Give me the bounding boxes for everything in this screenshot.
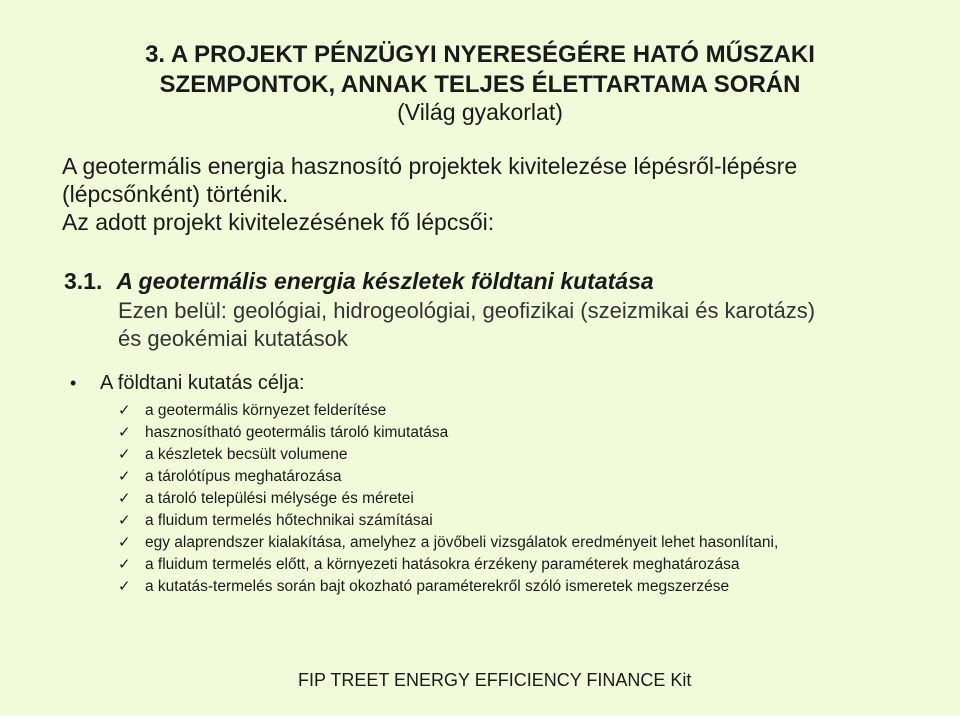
checkmark-icon: ✓ bbox=[118, 446, 131, 463]
checkmark-icon: ✓ bbox=[118, 490, 131, 507]
checklist bbox=[118, 400, 778, 598]
slide-footer: FIP TREET ENERGY EFFICIENCY FINANCE Kit bbox=[298, 670, 692, 690]
bullet-icon: • bbox=[70, 373, 77, 393]
checklist-item bbox=[118, 422, 778, 444]
section-desc-line-2: és geokémiai kutatások bbox=[118, 326, 348, 351]
checklist-item-text: a tárolótípus meghatározása bbox=[145, 468, 342, 485]
checklist-item-text: egy alaprendszer kialakítása, amelyhez a jövőbeli vizsgálatok eredményeit lehet hasonlítani, bbox=[145, 534, 779, 551]
checklist-item-text: a geotermális környezet felderítése bbox=[145, 402, 387, 419]
checklist-item bbox=[118, 532, 778, 554]
section-desc-line-1: Ezen belül: geológiai, hidrogeológiai, geofizikai (szeizmikai és karotázs) bbox=[118, 298, 816, 323]
checklist-item-text: a tároló települési mélysége és méretei bbox=[145, 490, 414, 507]
title-line-2: SZEMPONTOK, ANNAK TELJES ÉLETTARTAMA SORÁN bbox=[159, 71, 801, 98]
bullet-item bbox=[70, 372, 305, 395]
intro-paragraph bbox=[62, 152, 922, 236]
section-description bbox=[118, 297, 918, 353]
checkmark-icon: ✓ bbox=[118, 424, 131, 441]
checklist-item bbox=[118, 576, 778, 598]
checkmark-icon: ✓ bbox=[118, 468, 131, 485]
checkmark-icon: ✓ bbox=[118, 402, 131, 419]
section-title: A geotermális energia készletek földtani kutatása bbox=[116, 268, 654, 294]
checklist-item bbox=[118, 554, 778, 576]
checkmark-icon: ✓ bbox=[118, 512, 131, 529]
slide-title bbox=[0, 40, 960, 100]
section-number: 3.1. bbox=[64, 268, 103, 294]
checklist-item bbox=[118, 488, 778, 510]
title-line-1: 3. A PROJEKT PÉNZÜGYI NYERESÉGÉRE HATÓ MŰSZAKI bbox=[145, 41, 815, 68]
intro-line-2: (lépcsőnként) történik. bbox=[62, 181, 289, 207]
checklist-item-text: a kutatás-termelés során bajt okozható paraméterekről szóló ismeretek megszerzése bbox=[145, 578, 730, 595]
slide-subtitle: (Világ gyakorlat) bbox=[397, 99, 563, 125]
checklist-item-text: a fluidum termelés előtt, a környezeti hatásokra érzékeny paraméterek meghatározása bbox=[145, 556, 740, 573]
checklist-item-text: a készletek becsült volumene bbox=[145, 446, 348, 463]
checkmark-icon: ✓ bbox=[118, 534, 131, 551]
checklist-item bbox=[118, 510, 778, 532]
checklist-item bbox=[118, 444, 778, 466]
checkmark-icon: ✓ bbox=[118, 556, 131, 573]
checklist-item-text: a fluidum termelés hőtechnikai számításai bbox=[145, 512, 433, 529]
checklist-item bbox=[118, 400, 778, 422]
bullet-text: A földtani kutatás célja: bbox=[100, 372, 305, 394]
intro-line-3: Az adott projekt kivitelezésének fő lépcsői: bbox=[62, 209, 495, 235]
checklist-item-text: hasznosítható geotermális tároló kimutatása bbox=[145, 424, 449, 441]
checklist-item bbox=[118, 466, 778, 488]
checkmark-icon: ✓ bbox=[118, 578, 131, 595]
section-heading bbox=[64, 268, 654, 295]
intro-line-1: A geotermális energia hasznosító projektek kivitelezése lépésről-lépésre bbox=[62, 153, 798, 179]
